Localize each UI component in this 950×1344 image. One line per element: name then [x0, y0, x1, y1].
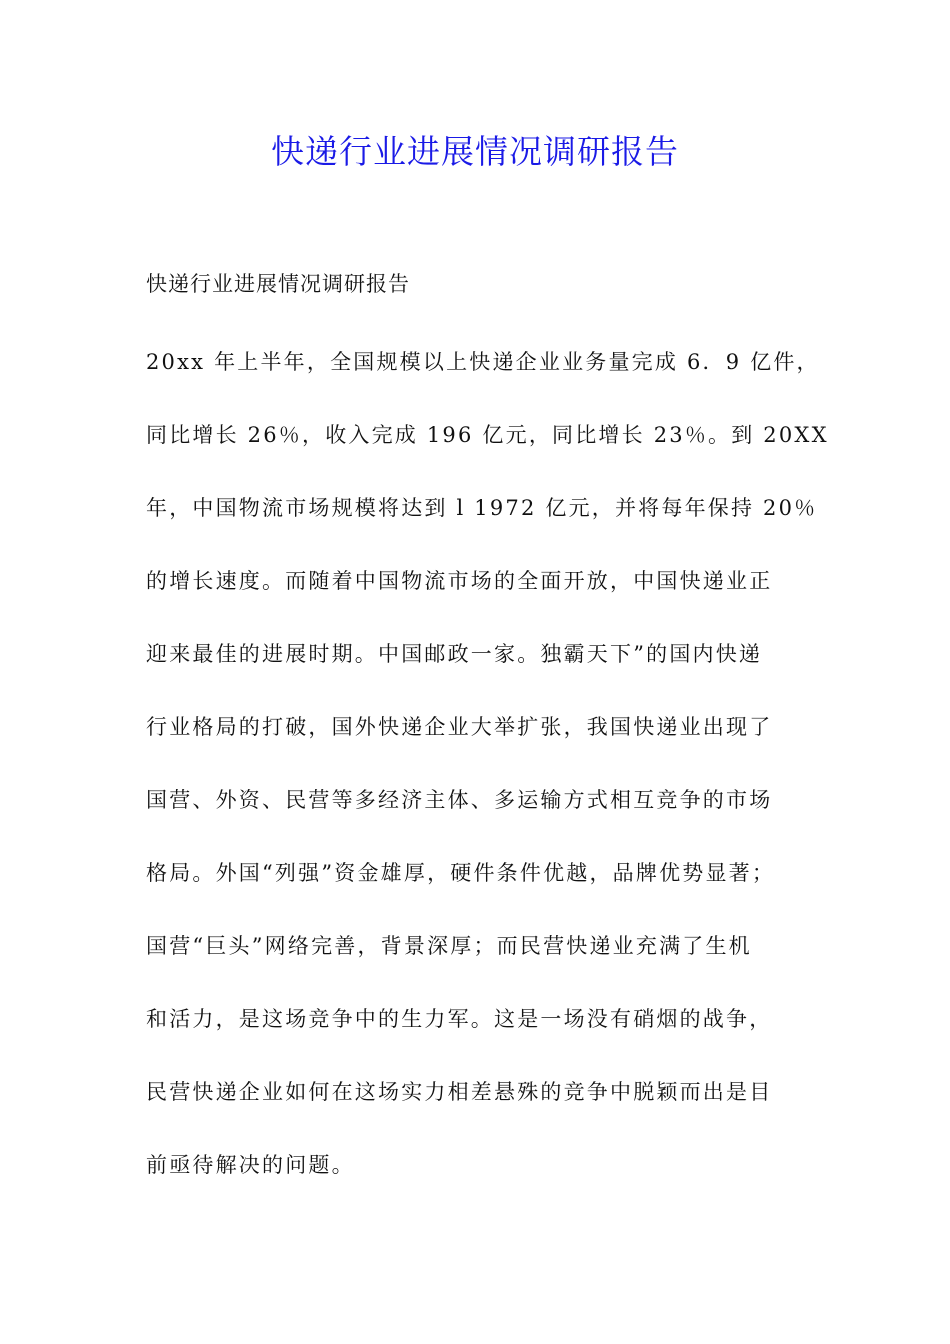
body-line: 格局。外国“列强”资金雄厚，硬件条件优越，品牌优势显著；	[146, 861, 776, 885]
body-line: 国营、外资、民营等多经济主体、多运输方式相互竞争的市场	[146, 788, 773, 812]
body-line: 的增长速度。而随着中国物流市场的全面开放，中国快递业正	[146, 569, 773, 593]
body-line: 民营快递企业如何在这场实力相差悬殊的竞争中脱颖而出是目	[146, 1080, 773, 1104]
body-line: 国营“巨头”网络完善，背景深厚；而民营快递业充满了生机	[146, 934, 752, 958]
document-body	[146, 342, 836, 1218]
body-line: 和活力，是这场竞争中的生力军。这是一场没有硝烟的战争，	[146, 1007, 773, 1031]
body-line: 同比增长 26％，收入完成 196 亿元，同比增长 23％。到 20XX	[146, 423, 829, 447]
body-line: 迎来最佳的进展时期。中国邮政一家。独霸天下”的国内快递	[146, 642, 763, 666]
document-subtitle: 快递行业进展情况调研报告	[146, 272, 410, 296]
body-line: 前亟待解决的问题。	[146, 1153, 355, 1177]
document-title: 快递行业进展情况调研报告	[271, 132, 679, 171]
body-line: 年，中国物流市场规模将达到 l 1972 亿元，并将每年保持 20％	[146, 496, 818, 520]
body-line: 行业格局的打破，国外快递企业大举扩张，我国快递业出现了	[146, 715, 773, 739]
body-line: 20xx 年上半年，全国规模以上快递企业业务量完成 6．9 亿件，	[146, 350, 820, 374]
